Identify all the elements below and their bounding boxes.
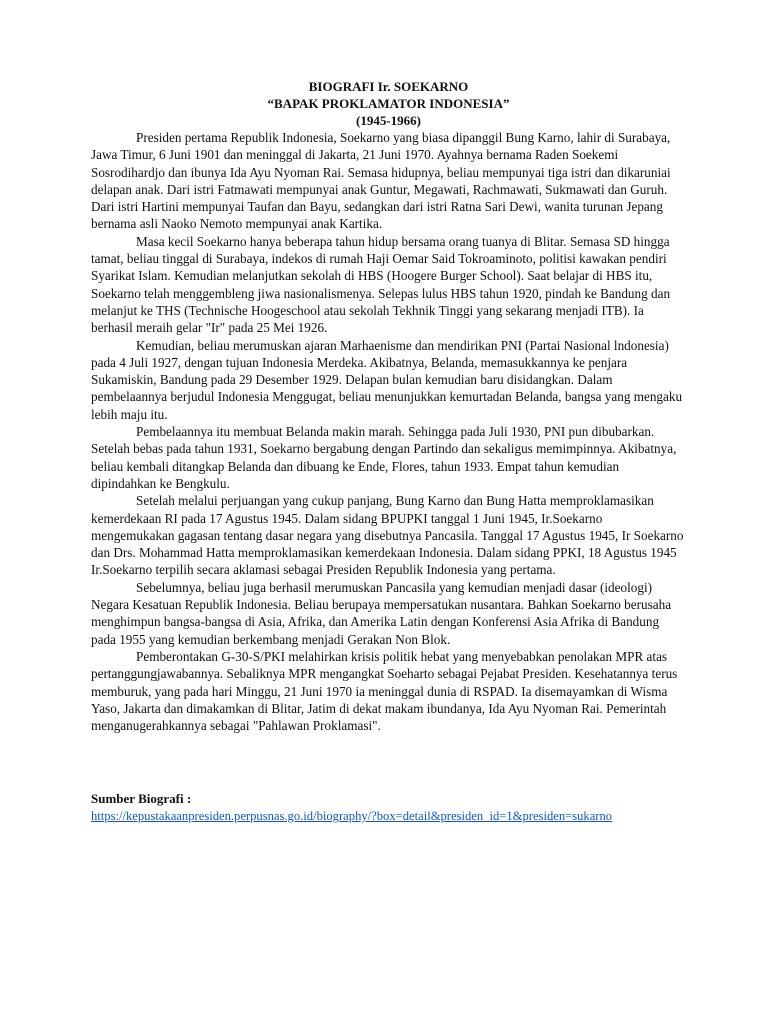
paragraph-pni-founding: Kemudian, beliau merumuskan ajaran Marhaenisme dan mendirikan PNI (Partai Nasional lndonesia) pada 4 Juli 1927, dengan tujuan Indonesia Merdeka. Akibatnya, Belanda, memasukkannya ke penjara Sukamiskin, Bandung pada 29 Desember 1929. Delapan bulan kemudian baru disidangkan. Dalam pembelaannya berjudul Indonesia Menggugat, beliau menunjukkan kemurtadan Belanda, bangsa yang mengaku lebih maju itu. — [91, 337, 683, 422]
title-line-epithet: “BAPAK PROKLAMATOR INDONESIA” — [267, 96, 510, 111]
document-page — [91, 78, 686, 825]
document-body — [91, 129, 686, 734]
title-line-name: BIOGRAFI Ir. SOEKARNO — [308, 79, 469, 94]
source-section — [91, 790, 686, 825]
title-line-years: (1945-1966) — [356, 113, 421, 128]
paragraph-childhood-education: Masa kecil Soekarno hanya beberapa tahun hidup bersama orang tuanya di Blitar. Semasa SD hingga tamat, beliau tinggal di Surabaya, indekos di rumah Haji Oemar Said Tokroaminoto, politisi kawakan pendiri Syarikat Islam. Kemudian melanjutkan sekolah di HBS (Hoogere Burger School). Saat belajar di HBS itu, Soekarno telah menggembleng jiwa nasionalismenya. Selepas lulus HBS tahun 1920, pindah ke Bandung dan melanjut ke THS (Technische Hoogeschool atau sekolah Tekhnik Tinggi yang sekarang menjadi ITB). Ia berhasil meraih gelar "Ir" pada 25 Mei 1926. — [91, 233, 671, 336]
paragraph-exile: Pembelaannya itu membuat Belanda makin marah. Sehingga pada Juli 1930, PNI pun dibubarkan. Setelah bebas pada tahun 1931, Soekarno bergabung dengan Partindo dan sekaligus memimpinnya. Akibatnya, beliau kembali ditangkap Belanda dan dibuang ke Ende, Flores, tahun 1933. Empat tahun kemudian dipindahkan ke Bengkulu. — [91, 424, 677, 491]
paragraph-later-years: Pemberontakan G-30-S/PKI melahirkan krisis politik hebat yang menyebabkan penolakan MPR atas pertanggungjawabannya. Sebaliknya MPR mengangkat Soeharto sebagai Pejabat Presiden. Kesehatannya terus memburuk, yang pada hari Minggu, 21 Juni 1970 ia meninggal dunia di RSPAD. Ia disemayamkan di Wisma Yaso, Jakarta dan dimakamkan di Blitar, Jatim di dekat makam ibundanya, Ida Ayu Nyoman Rai. Pemerintah menganugerahkannya sebagai "Pahlawan Proklamasi". — [91, 648, 678, 734]
document-title — [91, 78, 686, 129]
paragraph-pancasila: Sebelumnya, beliau juga berhasil merumuskan Pancasila yang kemudian menjadi dasar (ideologi) Negara Kesatuan Republik Indonesia. Beliau berupaya mempersatukan nusantara. Bahkan Soekarno berusaha menghimpun bangsa-bangsa di Asia, Afrika, dan Amerika Latin dengan Konferensi Asia Afrika di Bandung pada 1955 yang kemudian berkembang menjadi Gerakan Non Blok. — [91, 579, 672, 647]
paragraph-proclamation: Setelah melalui perjuangan yang cukup panjang, Bung Karno dan Bung Hatta memproklamasikan kemerdekaan RI pada 17 Agustus 1945. Dalam sidang BPUPKI tanggal 1 Juni 1945, Ir.Soekarno mengemukakan gagasan tentang dasar negara yang disebutnya Pancasila. Tanggal 17 Agustus 1945, Ir Soekarno dan Drs. Mohammad Hatta memproklamasikan kemerdekaan Indonesia. Dalam sidang PPKI, 18 Agustus 1945 Ir.Soekarno terpilih secara aklamasi sebagai Presiden Republik Indonesia yang pertama. — [91, 493, 684, 578]
paragraph-birth-family: Presiden pertama Republik Indonesia, Soekarno yang biasa dipanggil Bung Karno, lahir di Surabaya, Jawa Timur, 6 Juni 1901 dan meninggal di Jakarta, 21 Juni 1970. Ayahnya bernama Raden Soekemi Sosrodihardjo dan ibunya Ida Ayu Nyoman Rai. Semasa hidupnya, beliau mempunyai tiga istri dan dikaruniai delapan anak. Dari istri Fatmawati mempunyai anak Guntur, Megawati, Rachmawati, Sukmawati dan Guruh. Dari istri Hartini mempunyai Taufan dan Bayu, sedangkan dari istri Ratna Sari Dewi, wanita turunan Jepang bernama asli Naoko Nemoto mempunyai anak Kartika. — [91, 130, 671, 232]
source-link[interactable]: https://kepustakaanpresiden.perpusnas.go.id/biography/?box=detail&presiden_id=1&presiden=sukarno — [91, 809, 613, 824]
source-heading: Sumber Biografi : — [91, 791, 192, 807]
